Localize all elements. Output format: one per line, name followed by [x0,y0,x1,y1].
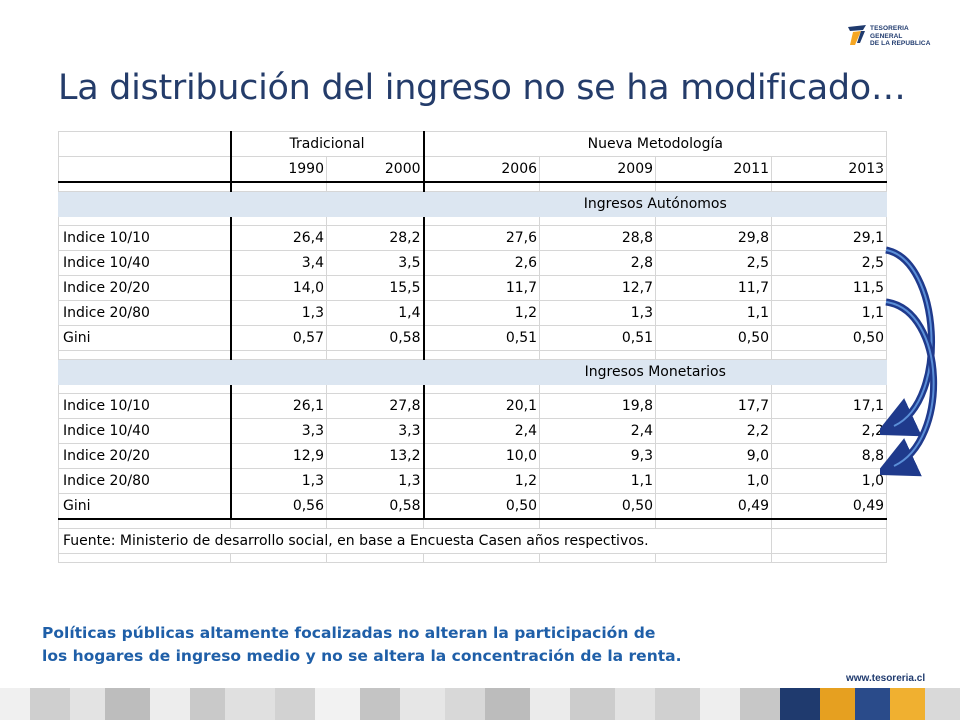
spacer-row [59,385,887,394]
source-note: Fuente: Ministerio de desarrollo social, en base a Encuesta Casen años respectivos. [59,529,772,554]
table-cell: 1,1 [772,301,887,326]
table-row [59,419,887,444]
table-cell: 2,8 [540,251,656,276]
table-row [59,494,887,520]
table-cell: 13,2 [327,444,424,469]
table-cell: 3,3 [327,419,424,444]
group-header-row [59,132,887,157]
table-cell: 0,50 [656,326,772,351]
table-cell: 8,8 [772,444,887,469]
row-label: Gini [59,494,231,520]
table-cell: 1,1 [540,469,656,494]
year-header: 2000 [327,157,424,183]
year-header: 2009 [540,157,656,183]
row-label: Indice 20/80 [59,469,231,494]
table-cell: 1,3 [231,301,327,326]
table-cell: 9,3 [540,444,656,469]
row-label: Indice 10/40 [59,419,231,444]
footnote [42,622,922,668]
table-cell: 9,0 [656,444,772,469]
table-cell: 17,1 [772,394,887,419]
group-header-tradicional: Tradicional [231,132,424,157]
table-cell: 11,7 [424,276,540,301]
row-label: Indice 10/40 [59,251,231,276]
table-cell: 12,7 [540,276,656,301]
table-cell: 19,8 [540,394,656,419]
year-header: 2006 [424,157,540,183]
spacer-row [59,554,887,563]
comparison-arrows [880,240,950,480]
table-cell: 26,4 [231,226,327,251]
table-cell: 28,8 [540,226,656,251]
table-cell: 1,3 [540,301,656,326]
table-row [59,394,887,419]
table-cell: 29,1 [772,226,887,251]
table-cell: 0,51 [424,326,540,351]
table-row [59,301,887,326]
decorative-footer-strip [0,688,960,720]
table-row [59,276,887,301]
row-label: Indice 20/20 [59,276,231,301]
year-header: 1990 [231,157,327,183]
website-url: www.tesoreria.cl [846,673,926,684]
table-cell: 26,1 [231,394,327,419]
source-row [59,529,887,554]
table-cell: 2,4 [424,419,540,444]
group-header-nueva-metodologia: Nueva Metodología [424,132,887,157]
row-label: Indice 20/20 [59,444,231,469]
table-cell: 2,4 [540,419,656,444]
row-label: Gini [59,326,231,351]
table-cell: 1,0 [772,469,887,494]
table-cell: 11,7 [656,276,772,301]
table-cell: 0,50 [772,326,887,351]
tesoreria-emblem-icon [846,23,868,47]
header-empty-cell [59,157,231,183]
section-header-row [59,360,887,385]
table-row [59,444,887,469]
table-cell: 0,56 [231,494,327,520]
table-cell: 0,58 [327,494,424,520]
table-cell: 10,0 [424,444,540,469]
logo-text-line1: TESORERIA GENERAL [870,25,909,40]
table-cell: 2,5 [772,251,887,276]
table-row [59,469,887,494]
year-header: 2011 [656,157,772,183]
table-cell: 29,8 [656,226,772,251]
table-cell: 1,2 [424,301,540,326]
table-cell: 0,49 [772,494,887,520]
section-label: Ingresos Autónomos [424,192,887,217]
table-cell: 1,3 [327,469,424,494]
table-cell: 0,50 [424,494,540,520]
table-cell: 1,3 [231,469,327,494]
table-cell: 1,4 [327,301,424,326]
table-row [59,326,887,351]
slide-title: La distribución del ingreso no se ha modificado… [58,68,906,108]
footnote-line1: Políticas públicas altamente focalizadas no alteran la participación de [42,624,656,642]
row-label: Indice 10/10 [59,226,231,251]
section-header-row [59,192,887,217]
income-distribution-table [58,131,887,563]
spacer-row [59,217,887,226]
spacer-row [59,182,887,192]
footnote-line2: los hogares de ingreso medio y no se altera la concentración de la renta. [42,647,682,665]
table-cell: 1,0 [656,469,772,494]
tesoreria-logo [846,20,936,50]
table-cell: 1,1 [656,301,772,326]
table-cell: 17,7 [656,394,772,419]
spacer-row [59,351,887,360]
table-cell: 20,1 [424,394,540,419]
table-cell: 3,5 [327,251,424,276]
table-row [59,251,887,276]
table-cell: 0,49 [656,494,772,520]
table-cell: 0,50 [540,494,656,520]
table-cell: 3,4 [231,251,327,276]
table-cell: 12,9 [231,444,327,469]
years-header-row [59,157,887,183]
table-cell: 27,6 [424,226,540,251]
table-cell: 3,3 [231,419,327,444]
header-empty-cell [59,132,231,157]
table-cell: 15,5 [327,276,424,301]
year-header: 2013 [772,157,887,183]
table-cell: 0,58 [327,326,424,351]
section-label: Ingresos Monetarios [424,360,887,385]
table-cell: 11,5 [772,276,887,301]
table-row [59,226,887,251]
table-cell: 27,8 [327,394,424,419]
table-cell: 14,0 [231,276,327,301]
table-cell: 2,2 [772,419,887,444]
row-label: Indice 10/10 [59,394,231,419]
table-cell: 2,6 [424,251,540,276]
row-label: Indice 20/80 [59,301,231,326]
table-cell: 2,2 [656,419,772,444]
table-cell: 0,57 [231,326,327,351]
table-cell: 1,2 [424,469,540,494]
table-cell: 28,2 [327,226,424,251]
table-cell: 2,5 [656,251,772,276]
spacer-row [59,519,887,529]
table-cell: 0,51 [540,326,656,351]
logo-text-line2: DE LA REPUBLICA [870,40,931,47]
